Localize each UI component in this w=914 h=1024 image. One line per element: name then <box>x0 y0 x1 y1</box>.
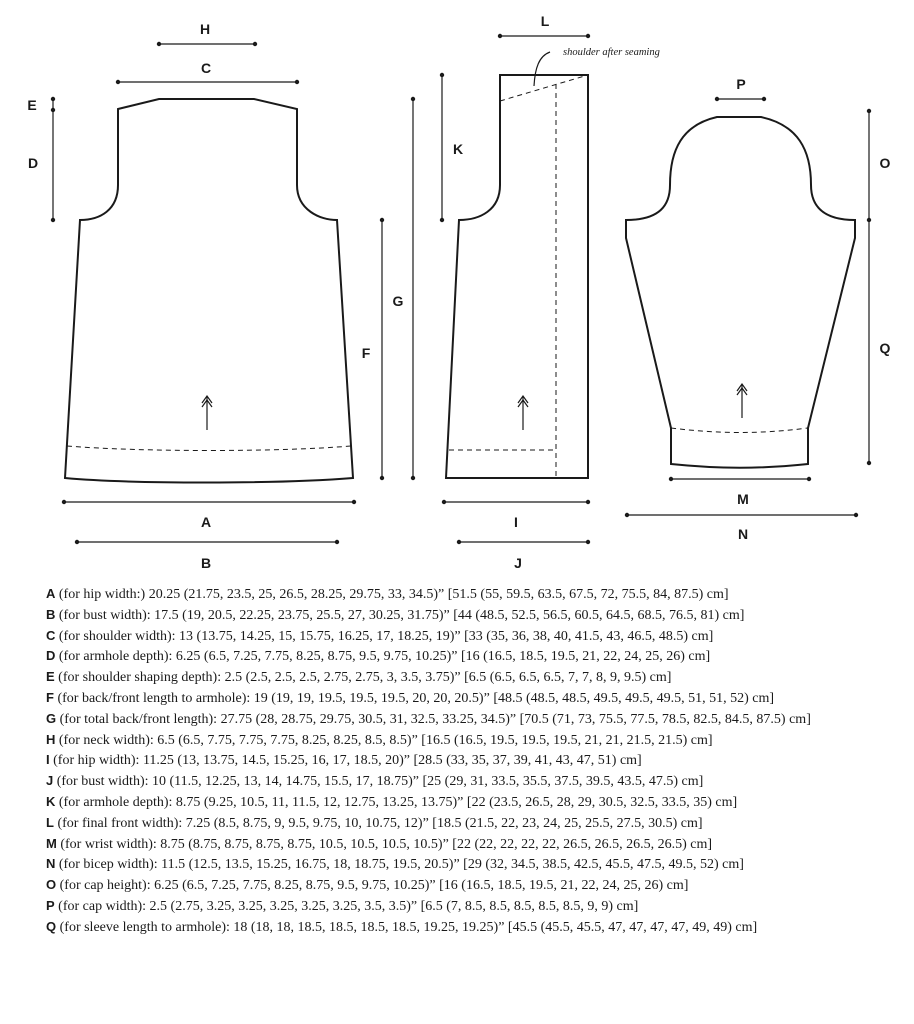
measurement-c: C (for shoulder width): 13 (13.75, 14.25, 15, 15.75, 16.25, 17, 18.25, 19)” [33 (35, 36, 38, 40, 41.5, 43, 46.5, 48.5) cm] <box>46 627 714 644</box>
measurement-j: J (for bust width): 10 (11.5, 12.25, 13, 14, 14.75, 15.5, 17, 18.75)” [25 (29, 31, 33.5, 35.5, 37.5, 39.5, 43.5, 47.5) cm] <box>46 773 704 790</box>
dimension-j <box>457 540 590 571</box>
measurement-a: A (for hip width:) 20.25 (21.75, 23.5, 25, 26.5, 28.25, 29.75, 33, 34.5)” [51.5 (55, 59.5, 63.5, 67.5, 72, 75.5, 84, 87.5) cm] <box>46 586 729 602</box>
front-shoulder-seam-line <box>500 75 588 101</box>
label-a: A <box>200 514 212 530</box>
measurement-e: E (for shoulder shaping depth): 2.5 (2.5, 2.5, 2.5, 2.75, 2.75, 3, 3.5, 3.75)” [6.5 (6.5, 6.5, 6.5, 7, 7, 8, 9, 9.5) cm] <box>46 669 672 686</box>
label-g: G <box>392 293 404 309</box>
measurement-o: O (for cap height): 6.25 (6.5, 7.25, 7.75, 8.25, 8.75, 9.5, 9.75, 10.25)” [16 (16.5, 18.5, 19.5, 21, 22, 24, 25, 26) cm] <box>46 877 689 894</box>
label-m: M <box>737 491 749 507</box>
sleeve-piece-outline <box>626 117 855 468</box>
label-l: L <box>540 13 550 29</box>
shoulder-annotation <box>534 47 660 86</box>
sleeve-cuff-line <box>671 428 808 433</box>
measurement-k: K (for armhole depth): 8.75 (9.25, 10.5, 11, 11.5, 12, 12.75, 13.25, 13.75)” [22 (23.5, 26.5, 28, 29, 30.5, 32.5, 33.5, 35) cm] <box>46 793 738 810</box>
back-grain-arrow <box>202 396 212 430</box>
measurement-i: I (for hip width): 11.25 (13, 13.75, 14.5, 15.25, 16, 17, 18.5, 20)” [28.5 (33, 35, 37, 39, 41, 43, 47, 51) cm] <box>46 752 642 769</box>
label-o: O <box>879 155 891 171</box>
measurement-n: N (for bicep width): 11.5 (12.5, 13.5, 15.25, 16.75, 18, 18.75, 19.5, 20.5)” [29 (32, 34.5, 38.5, 42.5, 45.5, 47.5, 49.5, 52) cm] <box>46 856 744 873</box>
label-f: F <box>361 345 371 361</box>
label-i: I <box>514 514 518 530</box>
dimension-b <box>75 540 339 571</box>
label-j: J <box>514 555 522 571</box>
measurement-l: L (for final front width): 7.25 (8.5, 8.75, 9, 9.5, 9.75, 10, 10.75, 12)” [18.5 (21.5, 22, 23, 24, 25, 25.5, 27.5, 30.5) cm] <box>46 814 703 831</box>
measurement-p: P (for cap width): 2.5 (2.75, 3.25, 3.25, 3.25, 3.25, 3.25, 3.5, 3.5)” [6.5 (7, 8.5, 8.5, 8.5, 8.5, 8.5, 9, 9) cm] <box>46 897 639 914</box>
back-piece-outline <box>65 99 353 483</box>
label-q: Q <box>879 340 891 356</box>
dimension-k <box>440 73 463 222</box>
measurement-d: D (for armhole depth): 6.25 (6.5, 7.25, 7.75, 8.25, 8.75, 9.5, 9.75, 10.25)” [16 (16.5, 18.5, 19.5, 21, 22, 24, 25, 26) cm] <box>46 648 711 665</box>
back-hem-line <box>67 446 351 451</box>
dimension-q <box>867 220 891 465</box>
measurement-g: G (for total back/front length): 27.75 (28, 28.75, 29.75, 30.5, 31, 32.5, 33.25, 34.5)” [70.5 (71, 73, 75.5, 77.5, 78.5, 82.5, 84.5, 87.5) cm] <box>46 710 811 727</box>
measurement-m: M (for wrist width): 8.75 (8.75, 8.75, 8.75, 8.75, 10.5, 10.5, 10.5, 10.5)” [22 (22, 22, 22, 22, 26.5, 26.5, 26.5, 26.5) cm] <box>46 835 713 852</box>
dimension-l <box>498 13 590 38</box>
front-piece <box>393 13 660 571</box>
measurement-h: H (for neck width): 6.5 (6.5, 7.75, 7.75, 7.75, 8.25, 8.25, 8.5, 8.5)” [16.5 (16.5, 19.5, 19.5, 19.5, 21, 21, 21.5, 21.5) cm] <box>46 731 713 748</box>
dimension-i <box>442 500 590 530</box>
measurement-b: B (for bust width): 17.5 (19, 20.5, 22.25, 23.75, 25.5, 27, 30.25, 31.75)” [44 (48.5, 52.5, 56.5, 60.5, 64.5, 68.5, 76.5, 81) cm] <box>46 606 745 623</box>
dimension-p <box>715 76 766 101</box>
front-grain-arrow <box>518 396 528 430</box>
label-p: P <box>736 76 746 92</box>
dimension-c <box>116 60 299 84</box>
annotation-shoulder-after-seaming: shoulder after seaming <box>563 47 660 58</box>
label-d: D <box>27 155 39 171</box>
label-c: C <box>200 60 212 76</box>
back-piece <box>27 21 384 571</box>
label-h: H <box>199 21 211 37</box>
label-e: E <box>27 97 37 113</box>
measurements-legend <box>46 584 876 938</box>
dimension-m <box>669 477 811 507</box>
dimension-n <box>625 513 858 542</box>
dimension-o <box>867 109 891 222</box>
label-k: K <box>452 141 464 157</box>
dimension-d <box>28 108 55 222</box>
dimension-f <box>362 218 384 480</box>
label-b: B <box>200 555 212 571</box>
dimension-a <box>62 500 356 530</box>
front-piece-outline <box>446 75 588 478</box>
sleeve-grain-arrow <box>737 384 747 418</box>
measurement-q: Q (for sleeve length to armhole): 18 (18, 18, 18.5, 18.5, 18.5, 18.5, 19.25, 19.25)” [45.5 (45.5, 45.5, 47, 47, 47, 47, 49, 49) cm] <box>46 918 758 935</box>
sleeve-piece <box>625 76 891 542</box>
measurement-f: F (for back/front length to armhole): 19 (19, 19, 19.5, 19.5, 19.5, 20, 20, 20.5)” [48.5 (48.5, 48.5, 49.5, 49.5, 49.5, 51, 51, 52) cm] <box>46 689 775 706</box>
label-n: N <box>737 526 749 542</box>
dimension-h <box>157 21 257 46</box>
dimension-g <box>393 97 416 480</box>
